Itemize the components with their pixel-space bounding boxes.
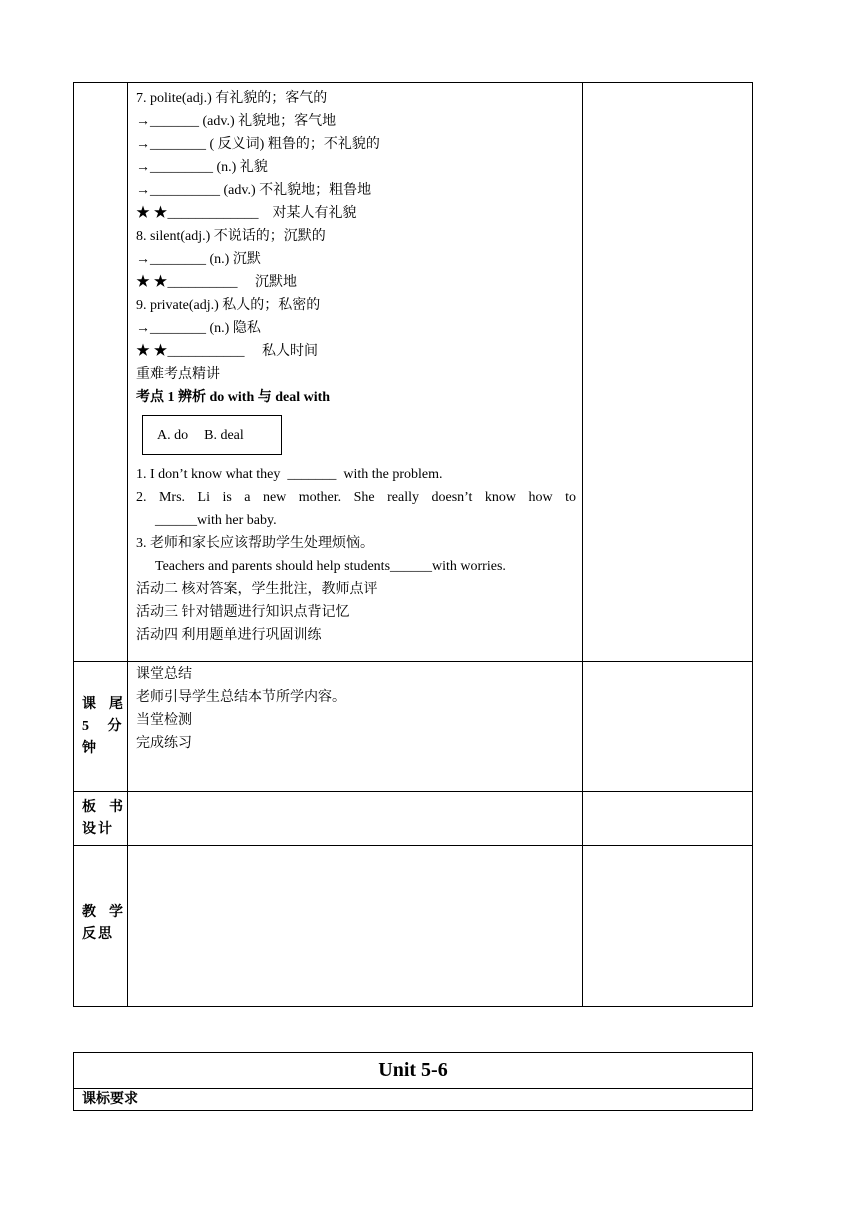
text-line: 7. polite(adj.) 有礼貌的；客气的	[136, 91, 328, 106]
notes-cell	[583, 83, 753, 662]
activity-3: 活动三 针对错题进行知识点背记忆	[136, 605, 350, 620]
summary-label-1: 课 尾	[82, 696, 125, 712]
question-3-en: Teachers and parents should help students______with worries.	[155, 559, 506, 574]
board-row	[74, 792, 753, 846]
text-line: 8. silent(adj.) 不说话的；沉默的	[136, 229, 326, 244]
board-content-cell	[128, 792, 583, 846]
summary-line: 完成练习	[136, 736, 192, 751]
text-line: →________ (n.) 隐私	[136, 321, 261, 336]
text-line: →__________ (adv.) 不礼貌地；粗鲁地	[136, 183, 372, 198]
summary-line: 当堂检测	[136, 713, 192, 728]
requirement-label: 课标要求	[74, 1089, 753, 1111]
activity-2: 活动二 核对答案，学生批注，教师点评	[136, 582, 378, 597]
reflection-label-cell	[74, 846, 128, 1007]
notes-cell	[583, 846, 753, 1007]
unit-table	[73, 1052, 753, 1111]
summary-label-3: 钟	[82, 740, 98, 756]
summary-row	[74, 662, 753, 792]
option-a: A. do	[157, 428, 189, 443]
text-line: 9. private(adj.) 私人的；私密的	[136, 298, 321, 313]
text-line: →________ ( 反义词) 粗鲁的；不礼貌的	[136, 137, 380, 152]
key-point-title: 考点 1 辨析 do with 与 deal with	[136, 390, 331, 405]
unit-title: Unit 5-6	[74, 1053, 753, 1089]
board-label-cell	[74, 792, 128, 846]
empty-label-cell	[74, 83, 128, 662]
question-2-cont: ______with her baby.	[155, 513, 277, 528]
reflection-content-cell	[128, 846, 583, 1007]
lesson-row	[74, 83, 753, 662]
reflection-label-2: 反思	[82, 927, 114, 942]
summary-label-cell	[74, 662, 128, 792]
notes-cell	[583, 662, 753, 792]
question-1: 1. I don’t know what they _______ with the problem.	[136, 467, 443, 482]
text-line: ★ ★__________ 沉默地	[136, 275, 297, 290]
summary-line: 课堂总结	[136, 667, 192, 682]
reflection-row	[74, 846, 753, 1007]
summary-line: 老师引导学生总结本节所学内容。	[136, 690, 346, 705]
text-line: →_______ (adv.) 礼貌地；客气地	[136, 114, 337, 129]
text-line: ★ ★___________ 私人时间	[136, 344, 318, 359]
lesson-plan-table	[73, 82, 753, 1007]
reflection-label-1: 教 学	[82, 905, 125, 920]
text-line: →________ (n.) 沉默	[136, 252, 261, 267]
notes-cell	[583, 792, 753, 846]
options-box	[142, 415, 282, 455]
question-2: 2. Mrs. Li is a new mother. She really doesn’t know how to	[136, 490, 576, 505]
activity-4: 活动四 利用题单进行巩固训练	[136, 628, 322, 643]
lesson-content-cell	[128, 83, 583, 662]
question-3: 3. 老师和家长应该帮助学生处理烦恼。	[136, 536, 374, 551]
text-line: ★ ★_____________ 对某人有礼貌	[136, 206, 357, 221]
board-label-2: 设计	[82, 821, 114, 837]
summary-label-2: 5 分	[82, 718, 124, 734]
option-b: B. deal	[204, 428, 244, 443]
summary-content-cell	[128, 662, 583, 792]
text-line: →_________ (n.) 礼貌	[136, 160, 268, 175]
section-heading: 重难考点精讲	[136, 367, 220, 382]
board-label-1: 板 书	[82, 799, 125, 815]
